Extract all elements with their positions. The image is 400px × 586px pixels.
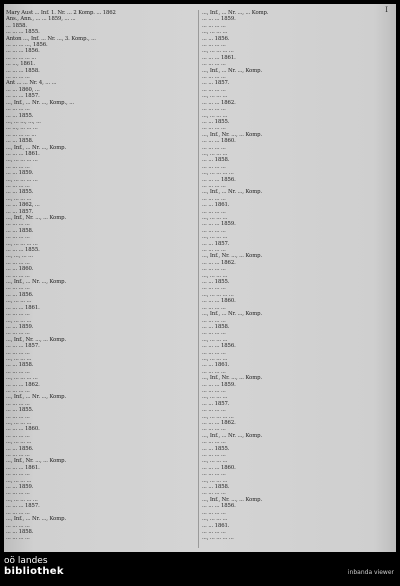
entry-line: ... ... ... 1862. <box>202 99 236 106</box>
entry-line: ... ... ... ... <box>202 61 226 68</box>
entry-line: ..., ... ... ... <box>202 150 228 157</box>
left-column <box>6 10 196 548</box>
entry-line: ... ... ... 1857. <box>6 503 40 510</box>
entry-line: ..., Inf., ... Nr. ..., Komp. <box>202 189 263 196</box>
entry-line: ... ... 1860. <box>6 266 34 273</box>
entry-line: ..., ... ... ... <box>202 272 228 279</box>
entry-line: ..., Inf., ... Nr. ..., Komp. <box>202 311 263 318</box>
entry-line: ..., Inf., ... Nr. ..., Komp., ... <box>6 99 74 106</box>
entry-line: ..., ... ... ... <box>6 355 32 362</box>
viewer-label[interactable]: inbanda viewer <box>347 569 394 576</box>
entry-line: ... ... ... ... <box>202 317 226 324</box>
entry-line: ... ... ... ... <box>6 221 30 228</box>
entry-line: ... ... ... ... <box>202 528 226 535</box>
entry-line: ... ... 1858. <box>202 157 230 164</box>
entry-line: ... ... 1857. <box>202 80 230 87</box>
entry-line: ..., ... ... ... <box>202 394 228 401</box>
entry-line: ... ..., ... ... ... <box>6 125 38 132</box>
entry-line: ... ... ... ... <box>6 452 30 459</box>
entry-line: ... ... 1855. <box>202 445 230 452</box>
entry-line: ... ... ... 1859. <box>202 16 236 23</box>
entry-line: ... ... ... 1861. <box>202 54 236 61</box>
entry-line: ... ... ... ... <box>202 144 226 151</box>
entry-line: ... ... ... ... ... <box>6 54 37 61</box>
entry-line: ..., ... ... ... ... <box>202 535 234 542</box>
entry-line: ... ... ... ... <box>6 387 30 394</box>
entry-line: ... ... ... 1862. <box>6 381 40 388</box>
entry-line: ... ... 1855. <box>202 279 230 286</box>
entry-line: ... ... 1859. <box>6 323 34 330</box>
entry-line: Ant ... ... Nr. 4, ... ... <box>6 80 57 87</box>
entry-line: ..., ... ... ... ... <box>6 176 38 183</box>
entry-line: ... ... ... 1860. <box>6 426 40 433</box>
entry-line: ... ... 1857. <box>202 240 230 247</box>
entry-line: ..., ... ... ... <box>202 29 228 36</box>
entry-line: ... ... ... ... <box>202 22 226 29</box>
entry-line: ... ... ... ... <box>6 535 30 542</box>
entry-line: ..., ... ... ... ... <box>202 291 234 298</box>
entry-line: ..., ... ... ... <box>202 112 228 119</box>
entry-line: ..., ... ... ... <box>202 336 228 343</box>
entry-line: ..., ... ... ... <box>202 477 228 484</box>
entry-line: ... ... 1861. <box>202 202 230 209</box>
entry-line: ... ... ... ... <box>202 227 226 234</box>
logo-line-1: oö landes <box>4 556 48 566</box>
entry-line: ... ... ... ... <box>202 349 226 356</box>
entry-line: ..., ... ... ... <box>202 516 228 523</box>
entry-line: ... ... ... ... <box>6 522 30 529</box>
entry-line: ... ... ... ... <box>202 74 226 81</box>
entry-line: ... ... ... ... <box>202 426 226 433</box>
entry-line: ... ... ... ... <box>6 471 30 478</box>
entry-line: ... ... ... 1858. <box>6 67 40 74</box>
entry-line: ... ... 1856. <box>6 445 34 452</box>
right-column <box>202 10 392 548</box>
column-divider <box>198 10 199 548</box>
entry-line: ... ... 1858. <box>6 528 34 535</box>
entry-line: ... ... 1855. <box>6 189 34 196</box>
entry-line: ..., ... ... ... <box>6 477 32 484</box>
entry-line: Ans., Ann., ... ... 1859, ... ... <box>6 16 76 23</box>
entry-line: ... ... ... ... <box>202 125 226 132</box>
entry-line: ... ... ... ... <box>202 368 226 375</box>
entry-line: ... ... ... ... <box>202 266 226 273</box>
entry-line: ..., ... ... ... <box>6 195 32 202</box>
entry-line: ... ... ... ... <box>6 413 30 420</box>
entry-line: ... ... ... 1855. <box>6 29 40 36</box>
entry-line: ... ... ... ... <box>202 106 226 113</box>
entry-line: ... ... ... 1857. <box>6 343 40 350</box>
entry-line: ... ... ... ... <box>6 349 30 356</box>
entry-line: ... ... ... ... <box>202 163 226 170</box>
entry-line: ..., Inf., Nr. ..., ... Komp. <box>202 253 263 260</box>
scanned-page <box>4 4 396 552</box>
entry-line: ..., ... ... ... <box>6 420 32 426</box>
entry-line: ..., ... ... ... <box>202 215 228 221</box>
entry-line: ... ... 1858. <box>6 362 34 369</box>
entry-line: ..., Inf., ... Nr. ..., Komp. <box>6 394 67 401</box>
entry-line: ... ... ... 1859. <box>202 221 236 228</box>
entry-line: ... ... ... ... <box>6 490 30 497</box>
entry-line: ... ... ... 1861. <box>6 304 40 311</box>
entry-line: ... ... ... ... <box>6 400 30 407</box>
entry-line: Mary Aust ... Inf. 1. Nr. ... 2 Komp. ... 1862 <box>6 10 116 16</box>
entry-line: ... ... ... ... <box>202 42 226 49</box>
entry-line: ..., ... ... ... ... <box>6 496 38 503</box>
entry-line: ..., Inf., ... Nr. ..., Komp. <box>6 144 67 151</box>
entry-line: ... ... ... 1856. <box>6 48 40 55</box>
library-logo[interactable] <box>4 556 64 577</box>
entry-line: ... ... ... ... <box>6 311 30 318</box>
entry-line: ..., ... ... ... <box>202 458 228 465</box>
entry-line: ..., Inf., ... Nr. ..., Komp. <box>6 516 67 523</box>
entry-line: ..., ... ..., ..., ... <box>6 118 41 125</box>
entry-line: ..., Inf., Nr. ..., ... Komp. <box>6 215 67 221</box>
entry-line: ..., Inf., Nr. ..., ... Komp. <box>202 375 263 382</box>
entry-line: ... ... 1861. <box>202 522 230 529</box>
entry-line: ... ... ... ... <box>202 330 226 337</box>
entry-line: ..., ... ... ... ... <box>6 240 38 247</box>
entry-line: ..., ... ... ... <box>6 439 32 446</box>
entry-line: ..., ... ... ... <box>202 234 228 241</box>
entry-line: ... ... ... ... <box>6 432 30 439</box>
entry-line: ... ... 1858. <box>6 138 34 145</box>
entry-line: ..., ... ... ... ... <box>6 157 38 164</box>
entry-line: ... ... ... 1856. <box>202 343 236 350</box>
entry-line: ... ... ... ... <box>202 247 226 254</box>
entry-line: ... ... ... ... <box>202 490 226 497</box>
entry-line: ... ... ... ... <box>202 182 226 189</box>
entry-line: ... ... 1862, ... <box>6 202 40 209</box>
entry-line: ... ... ... ..., 1856. <box>6 42 48 49</box>
entry-line: ... ... ... 1856. <box>202 503 236 510</box>
entry-line: ..., ... ... ... <box>202 93 228 100</box>
entry-line: ... ... ... ... <box>202 285 226 292</box>
entry-line: ..., ..., ... ... <box>6 253 33 260</box>
entry-line: ... ... ... 1862. <box>202 420 236 426</box>
entry-line: ... ... ... ... <box>6 182 30 189</box>
entry-line: ... ... ... ... <box>202 86 226 93</box>
entry-line: ... ... ... ... <box>202 439 226 446</box>
entry-line: ... ... ... ... <box>202 509 226 516</box>
entry-line: ... ... 1855. <box>6 407 34 414</box>
entry-line: ... ... ... ... <box>6 509 30 516</box>
entry-line: ... ... 1856. <box>6 291 34 298</box>
entry-line: ... ... ... ... <box>202 452 226 459</box>
entry-line: ... ... ... ... ... <box>6 131 37 138</box>
entry-line: ..., ... ... ... ... <box>202 48 234 55</box>
entry-line: ... ... ... ... <box>6 74 30 81</box>
entry-line: ... ... 1861. <box>202 362 230 369</box>
entry-line: ..., Inf., Nr. ..., ... Komp. <box>6 336 67 343</box>
entry-line: ... ... ... 1859. <box>202 381 236 388</box>
entry-line: ... ... ... 1857. <box>6 93 40 100</box>
page-number: I <box>385 6 388 14</box>
logo-line-2: bibliothek <box>4 566 64 577</box>
entry-line: ... ... 1855. <box>202 118 230 125</box>
entry-line: ... ... 1860, ... <box>6 86 40 93</box>
entry-line: ... ... 1858. <box>202 484 230 491</box>
entry-line: ... ... ... 1856. <box>202 176 236 183</box>
entry-line: ... ... ... ... <box>202 471 226 478</box>
entry-line: ..., Inf., Nr. ..., ... Komp. <box>202 496 263 503</box>
entry-line: ... ... ... 1855. <box>6 247 40 254</box>
entry-line: ... ... 1856. <box>202 35 230 42</box>
entry-line: ..., Inf., ... Nr. ..., ... Komp. <box>202 10 269 16</box>
entry-line: ... ..., 1861. <box>6 61 35 68</box>
entry-line: ..., Inf., Nr. ..., ... Komp. <box>6 458 67 465</box>
entry-line: ..., Inf., Nr. ..., ... Komp. <box>202 131 263 138</box>
entry-line: ... ... 1858. <box>6 227 34 234</box>
entry-line: ... ... ... ... <box>6 285 30 292</box>
entry-line: ... ... ... 1860. <box>202 464 236 471</box>
entry-line: ... ... 1859. <box>6 484 34 491</box>
entry-line: ..., ... ... ... ... <box>6 375 38 382</box>
entry-line: ... ... 1858. <box>202 323 230 330</box>
entry-line: ..., ... ... ... ... <box>202 413 234 420</box>
entry-line: ... ... ... ... <box>6 330 30 337</box>
entry-line: ... ... ... 1862. <box>202 259 236 266</box>
entry-line: ... ... ... 1860. <box>202 298 236 305</box>
entry-line: ... ... ... 1861. <box>6 150 40 157</box>
entry-line: ... ... ... ... <box>202 195 226 202</box>
entry-line: ... 1858. <box>6 22 27 29</box>
entry-line: ... ... ... 1860. <box>202 138 236 145</box>
entry-line: ... ... ... ... <box>6 163 30 170</box>
entry-line: ... ... 1855. <box>6 112 34 119</box>
entry-line: ..., Inf., ... Nr. ..., Komp. <box>6 279 67 286</box>
entry-line: ..., ... ... ... ... <box>202 170 234 177</box>
entry-line: ..., ... ... ... <box>202 355 228 362</box>
entry-line: ..., Inf., ... Nr. ..., Komp. <box>202 67 263 74</box>
entry-line: ... ... 1857. <box>202 400 230 407</box>
entry-line: ... ... ... ... <box>6 368 30 375</box>
entry-line: ..., ... ... ... <box>6 317 32 324</box>
entry-line: ..., Inf., ... Nr. ..., Komp. <box>202 432 263 439</box>
entry-line: ... ... 1859. <box>6 170 34 177</box>
entry-line: Anton ..., Inf. ... Nr. ..., 3. Komp., ... <box>6 35 96 42</box>
entry-line: ... ... ... ... <box>202 304 226 311</box>
entry-line: ... ... ... ... <box>202 208 226 215</box>
entry-line: ... ... ... ... <box>6 272 30 279</box>
entry-line: ... ... ... ... <box>202 387 226 394</box>
entry-line: ..., ... ... ... <box>6 298 32 305</box>
entry-line: ... ... ... ... <box>6 259 30 266</box>
entry-line: ... ... ... 1861. <box>6 464 40 471</box>
entry-line: ... ... ... ... <box>6 234 30 241</box>
entry-line: ... ... ... ... <box>6 106 30 113</box>
entry-line: ... ... 1857. <box>6 208 34 215</box>
entry-line: ... ... ... ... <box>202 407 226 414</box>
